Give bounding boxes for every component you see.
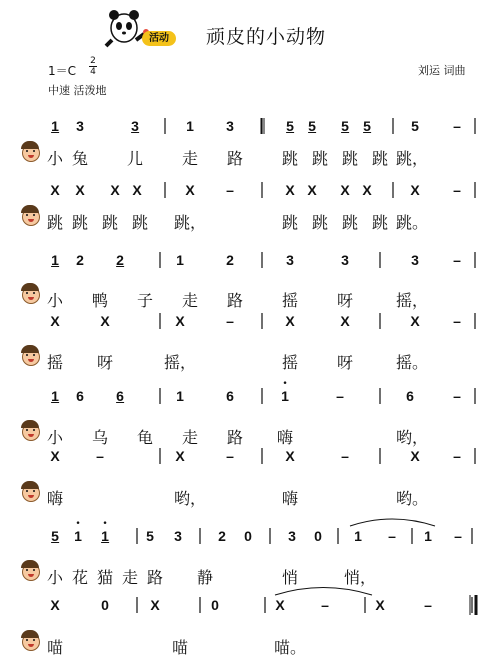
activity-badge: 活动 <box>142 31 176 46</box>
melody-note: 3 <box>288 528 296 544</box>
rhythm-note: X <box>340 182 350 198</box>
melody-note: 1 <box>424 528 432 544</box>
rhythm-note: – <box>226 448 234 464</box>
lyric-syllable: 悄， <box>343 568 377 587</box>
melody-note: 2 <box>218 528 226 544</box>
melody-note: 1 <box>101 528 109 544</box>
melody-note: 3 <box>286 252 294 268</box>
rhythm-lyric-syllable: 跳。 <box>395 213 429 232</box>
rhythm-note: X <box>150 597 160 613</box>
lyric-syllable: 路 <box>226 428 244 447</box>
lyric-syllable: 嗨 <box>276 428 294 447</box>
rhythm-lyric-syllable: 喵 <box>46 638 64 657</box>
rhythm-note: – <box>226 313 234 329</box>
melody-note: 5 <box>146 528 154 544</box>
lyric-syllable: 路 <box>226 291 244 310</box>
melody-note: 0 <box>314 528 322 544</box>
lyric-syllable: 走 <box>181 149 199 168</box>
lyric-syllable: 鸭 <box>91 291 109 310</box>
lyric-syllable: 小 <box>46 149 64 168</box>
melody-note: 3 <box>341 252 349 268</box>
melody-note: 2 <box>76 252 84 268</box>
rhythm-note: X <box>175 313 185 329</box>
rhythm-note: X <box>132 182 142 198</box>
lyric-syllable: 摇， <box>395 291 429 310</box>
rhythm-note: – <box>341 448 349 464</box>
rhythm-note: X <box>285 182 295 198</box>
melody-note: 3 <box>76 118 84 134</box>
melody-note: 2 <box>116 252 124 268</box>
rhythm-lyric-syllable: 跳 <box>101 213 119 232</box>
rhythm-lyric-syllable: 跳， <box>173 213 207 232</box>
rhythm-note: – <box>453 182 461 198</box>
melody-note: – <box>336 388 344 404</box>
melody-note: 6 <box>116 388 124 404</box>
lyric-syllable: 静 <box>196 568 214 587</box>
hair-icon <box>21 560 39 568</box>
lyric-syllable: 哟， <box>395 428 429 447</box>
lyric-syllable: 走 <box>121 568 139 587</box>
lyric-syllable: 小 <box>46 291 64 310</box>
rhythm-note: X <box>362 182 372 198</box>
melody-note: 5 <box>341 118 349 134</box>
lyric-syllable: 路 <box>146 568 164 587</box>
lyric-syllable: 儿 <box>126 149 144 168</box>
melody-note: 5 <box>363 118 371 134</box>
rhythm-note: X <box>185 182 195 198</box>
rhythm-lyric-syllable: 跳 <box>341 213 359 232</box>
rhythm-note: X <box>285 448 295 464</box>
credit: 刘运 词曲 <box>418 64 466 77</box>
hair-icon <box>21 283 39 291</box>
hair-icon <box>21 205 39 213</box>
melody-note: 5 <box>411 118 419 134</box>
melody-note: 1 <box>74 528 82 544</box>
lyric-syllable: 悄 <box>281 568 299 587</box>
rhythm-lyric-syllable: 跳 <box>281 213 299 232</box>
rhythm-lyric-syllable: 呀 <box>96 353 114 372</box>
rhythm-lyric-syllable: 摇 <box>46 353 64 372</box>
melody-note: – <box>454 528 462 544</box>
rhythm-note: 0 <box>101 597 109 613</box>
rhythm-note: 0 <box>211 597 219 613</box>
lyric-syllable: 兔 <box>71 149 89 168</box>
rhythm-note: X <box>285 313 295 329</box>
rhythm-note: – <box>96 448 104 464</box>
rhythm-lyric-syllable: 喵。 <box>273 638 307 657</box>
key-signature: 1＝C <box>48 64 77 78</box>
melody-note: – <box>453 252 461 268</box>
melody-note: 1 <box>186 118 194 134</box>
rhythm-note: X <box>50 448 60 464</box>
melody-note: 5 <box>286 118 294 134</box>
rhythm-note: X <box>110 182 120 198</box>
lyric-syllable: 呀 <box>336 291 354 310</box>
melody-note: 1 <box>281 388 289 404</box>
lyric-syllable: 走 <box>181 428 199 447</box>
rhythm-note: X <box>75 182 85 198</box>
melody-note: 6 <box>226 388 234 404</box>
melody-note: – <box>453 388 461 404</box>
rhythm-lyric-syllable: 嗨 <box>281 489 299 508</box>
melody-note: 1 <box>51 118 59 134</box>
lyric-syllable: 跳 <box>341 149 359 168</box>
rhythm-note: X <box>375 597 385 613</box>
melody-note: 1 <box>176 252 184 268</box>
rhythm-note: X <box>100 313 110 329</box>
high-octave-dot: • <box>75 519 81 529</box>
melody-note: – <box>453 118 461 134</box>
rhythm-note: X <box>50 313 60 329</box>
rhythm-lyric-syllable: 跳 <box>311 213 329 232</box>
rhythm-note: X <box>410 448 420 464</box>
rhythm-lyric-syllable: 跳 <box>371 213 389 232</box>
melody-note: 1 <box>51 388 59 404</box>
rhythm-note: X <box>410 313 420 329</box>
rhythm-lyric-syllable: 摇 <box>281 353 299 372</box>
rhythm-lyric-syllable: 喵 <box>171 638 189 657</box>
time-signature-top: 2 <box>90 56 96 66</box>
lyric-syllable: 跳， <box>395 149 429 168</box>
melody-note: 1 <box>176 388 184 404</box>
time-signature-bottom: 4 <box>90 67 96 77</box>
melody-note: 3 <box>174 528 182 544</box>
melody-note: 0 <box>244 528 252 544</box>
lyric-syllable: 龟 <box>136 428 154 447</box>
hair-icon <box>21 141 39 149</box>
lyric-syllable: 花 <box>71 568 89 587</box>
melody-note: 3 <box>411 252 419 268</box>
lyric-syllable: 小 <box>46 428 64 447</box>
melody-note: 1 <box>51 252 59 268</box>
rhythm-note: X <box>275 597 285 613</box>
high-octave-dot: • <box>102 519 108 529</box>
rhythm-note: X <box>410 182 420 198</box>
melody-note: 5 <box>308 118 316 134</box>
rhythm-note: X <box>50 597 60 613</box>
rhythm-note: – <box>226 182 234 198</box>
lyric-syllable: 走 <box>181 291 199 310</box>
rhythm-note: X <box>50 182 60 198</box>
hair-icon <box>21 481 39 489</box>
lyric-syllable: 摇 <box>281 291 299 310</box>
rhythm-lyric-syllable: 跳 <box>46 213 64 232</box>
lyric-syllable: 路 <box>226 149 244 168</box>
hair-icon <box>21 345 39 353</box>
melody-note: 5 <box>51 528 59 544</box>
melody-note: 6 <box>406 388 414 404</box>
hair-icon <box>21 420 39 428</box>
rhythm-note: – <box>453 448 461 464</box>
high-octave-dot: • <box>282 379 288 389</box>
rhythm-note: X <box>175 448 185 464</box>
rhythm-lyric-syllable: 哟， <box>173 489 207 508</box>
tempo-marking: 中速 活泼地 <box>48 84 107 97</box>
lyric-syllable: 跳 <box>311 149 329 168</box>
lyric-syllable: 乌 <box>91 428 109 447</box>
rhythm-note: – <box>453 313 461 329</box>
rhythm-note: X <box>307 182 317 198</box>
rhythm-lyric-syllable: 哟。 <box>395 489 429 508</box>
rhythm-lyric-syllable: 跳 <box>131 213 149 232</box>
rhythm-note: – <box>321 597 329 613</box>
melody-note: 1 <box>354 528 362 544</box>
lyric-syllable: 猫 <box>96 568 114 587</box>
lyric-syllable: 跳 <box>371 149 389 168</box>
melody-note: 3 <box>226 118 234 134</box>
lyric-syllable: 子 <box>136 291 154 310</box>
rhythm-lyric-syllable: 呀 <box>336 353 354 372</box>
melody-note: 3 <box>131 118 139 134</box>
rhythm-lyric-syllable: 摇。 <box>395 353 429 372</box>
hair-icon <box>21 630 39 638</box>
melody-note: – <box>388 528 396 544</box>
melody-note: 6 <box>76 388 84 404</box>
melody-note: 2 <box>226 252 234 268</box>
lyric-syllable: 跳 <box>281 149 299 168</box>
rhythm-lyric-syllable: 嗨 <box>46 489 64 508</box>
song-title: 顽皮的小动物 <box>206 26 327 48</box>
rhythm-note: X <box>340 313 350 329</box>
rhythm-lyric-syllable: 摇， <box>163 353 197 372</box>
rhythm-lyric-syllable: 跳 <box>71 213 89 232</box>
rhythm-note: – <box>424 597 432 613</box>
lyric-syllable: 小 <box>46 568 64 587</box>
